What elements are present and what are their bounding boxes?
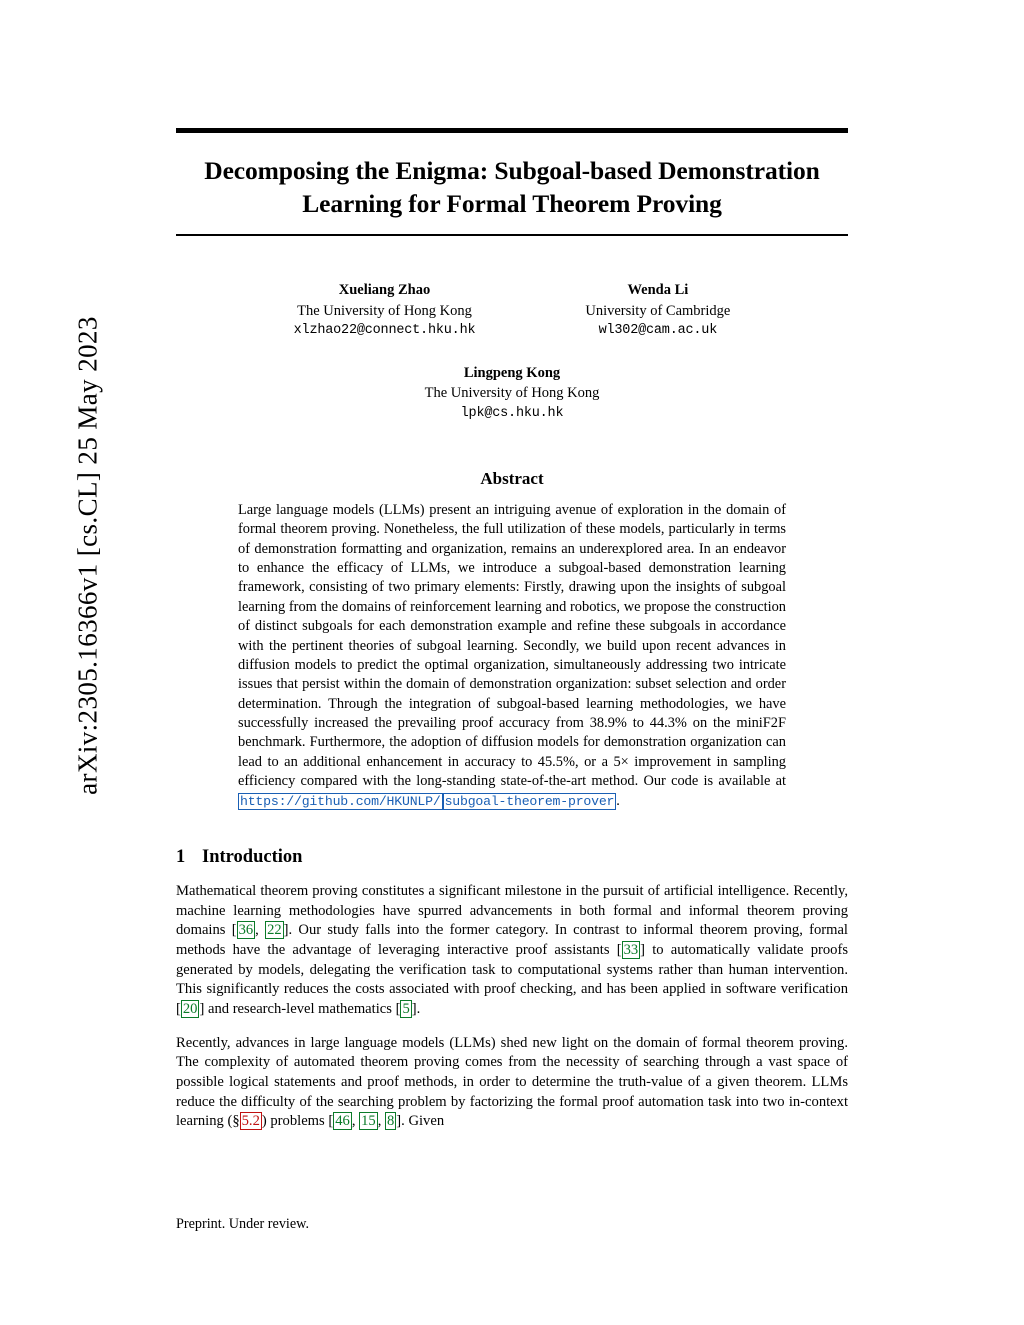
author-3-email: lpk@cs.hku.hk [460,405,564,421]
author-1-affiliation: The University of Hong Kong [297,302,472,319]
code-link-line1[interactable]: https://github.com/HKUNLP/ [240,793,441,809]
paper-page [176,0,848,1325]
citation-link-15[interactable]: 15 [361,1113,376,1130]
section-heading-introduction [176,847,848,868]
citation-link-5[interactable]: 5 [402,1001,410,1017]
section-ref-link-5.2[interactable]: 5.2 [241,1113,260,1130]
author-3 [425,363,600,423]
author-2-affiliation: University of Cambridge [585,302,731,319]
author-row-secondary [176,363,848,423]
page-footer: Preprint. Under review. [176,1216,310,1232]
paragraph-1: Mathematical theorem proving constitutes a significant milestone in the pursuit of artificial intelligence. Recently, machine learning methodologies have spurred advancements in both formal and informal theorem proving domains [ 36 , 22 ]. Our study falls into the former category. In contrast to informal theorem proving, formal methods have the advantage of leveraging interactive proof assistants [ 33 ] to automatically validate proofs generated by models, delegating the verification task to computational systems rather than human intervention. This significantly reduces the costs associated with proof checking, and has been applied in software verification [ 20 ] and research-level mathematics [ 5 ]. [176,882,849,1017]
arxiv-stamp: arXiv:2305.16366v1 [cs.CL] 25 May 2023 [72,316,103,795]
author-2-email: wl302@cam.ac.uk [598,323,718,339]
abstract-text-end: . [616,792,620,809]
citation-link-8[interactable]: 8 [387,1113,395,1130]
author-1-email: xlzhao22@connect.hku.hk [293,323,476,339]
author-block [176,280,848,423]
author-3-name: Lingpeng Kong [463,364,561,381]
abstract-heading: Abstract [480,468,544,488]
citation-link-20[interactable]: 20 [182,1001,198,1017]
section-title: Introduction [202,846,303,867]
page-title: Decomposing the Enigma: Subgoal-based Demonstration Learning for Formal Theorem Proving [204,156,820,218]
author-2 [585,280,730,340]
citation-link-36[interactable]: 36 [238,922,254,939]
abstract-body [238,501,786,811]
author-3-affiliation: The University of Hong Kong [424,385,600,402]
code-link-line2[interactable]: subgoal-theorem-prover [444,793,615,809]
citation-link-46[interactable]: 46 [335,1113,350,1130]
section-number: 1 [176,846,186,867]
citation-link-22[interactable]: 22 [267,922,282,939]
author-1-name: Xueliang Zhao [338,282,431,299]
author-2-name: Wenda Li [627,282,689,299]
author-row-primary [176,280,848,340]
title-rule-bottom [176,234,848,236]
author-1 [294,280,476,340]
title-rule-top [176,128,848,133]
citation-link-33[interactable]: 33 [623,941,639,958]
paragraph-2: Recently, advances in large language models (LLMs) shed new light on the domain of formal theorem proving. The complexity of automated theorem proving comes from the necessity of searching through a vast space of possible logical statements and proof methods, in order to determine the truth-value of a given theorem. LLMs reduce the difficulty of the searching problem by factorizing the formal proof automation task into two in-context learning (§ 5.2 ) problems [ 46 , 15 , 8 ]. Given [176,1034,848,1130]
abstract-text: Large language models (LLMs) present an intriguing avenue of exploration in the domain of formal theorem proving. Nonetheless, the full utilization of these models, particularly in terms of demonstration formatting and organization, remains an underexplored area. In an endeavor to enhance the efficacy of LLMs, we introduce a subgoal-based demonstration learning framework, consisting of two primary elements: Firstly, drawing upon the insights of subgoal learning from the domains of reinforcement learning and robotics, we propose the construction of distinct subgoals for each demonstration example and refine these subgoals in accordance with the pertinent theories of subgoal learning. Secondly, we build upon recent advances in diffusion models to predict the optimal organization, simultaneously addressing two intricate issues that persist within the domain of demonstration organization: subset selection and order determination. Through the integration of subgoal-based learning methodologies, we have successfully increased the prevailing proof accuracy from 38.9% to 44.3% on the miniF2F benchmark. Furthermore, the adoption of diffusion models for demonstration organization can lead to an additional enhancement in accuracy to 45.5%, or a 5× improvement in sampling efficiency compared with the long-standing state-of-the-art method. Our code is available at [238,501,786,790]
